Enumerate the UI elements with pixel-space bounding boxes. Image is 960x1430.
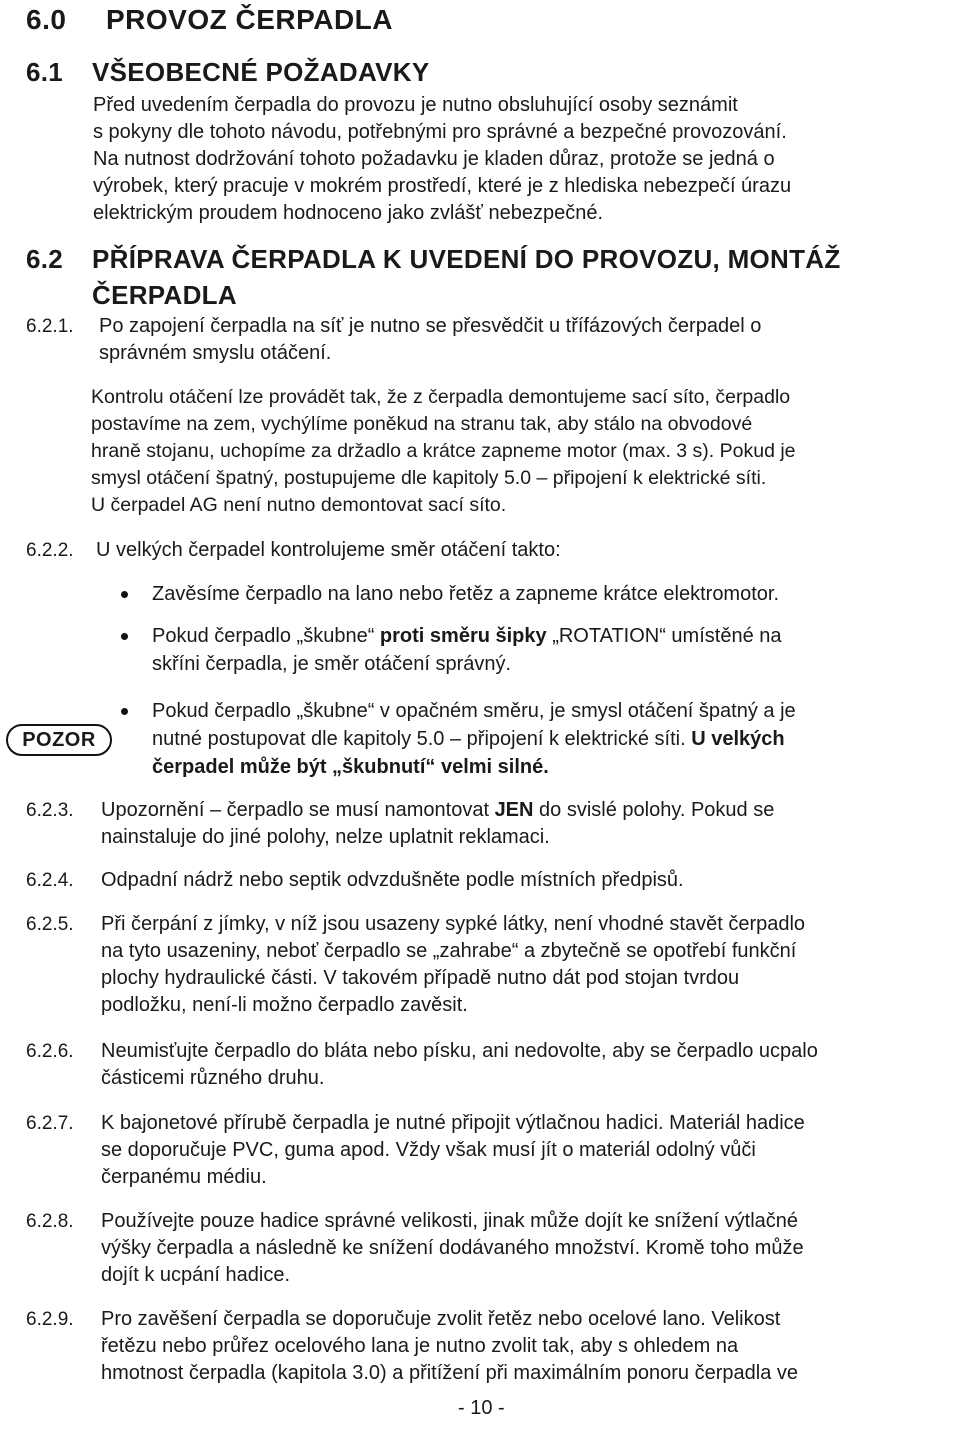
- text-line: se doporučuje PVC, guma apod. Vždy však musí jít o materiál odolný vůči: [101, 1139, 756, 1161]
- section-6-2-6-text: [101, 1038, 818, 1092]
- heading-6-2-number: 6.2: [26, 244, 64, 274]
- text-run-bold: U velkých: [691, 728, 785, 750]
- text-line: výrobek, který pracuje v mokrém prostředí, které je z hlediska nebezpečí úrazu: [93, 175, 792, 197]
- text-run: nutné postupovat dle kapitoly 5.0 – připojení k elektrické síti.: [152, 728, 692, 750]
- text-line: částicemi různého druhu.: [101, 1067, 325, 1089]
- section-6-2-1-text: [99, 313, 761, 367]
- section-6-2-8-number: 6.2.8.: [26, 1211, 74, 1232]
- section-6-2-4-text: [101, 867, 684, 894]
- text-run: „ROTATION“ umístěné na: [546, 625, 782, 647]
- bullet-dot: [121, 708, 128, 715]
- section-6-2-6-number: 6.2.6.: [26, 1041, 74, 1062]
- text-line: Před uvedením čerpadla do provozu je nutno obsluhující osoby seznámit: [93, 94, 738, 116]
- section-6-2-7-text: [101, 1110, 805, 1191]
- text-line: Po zapojení čerpadla na síť je nutno se přesvědčit u třífázových čerpadel o: [99, 315, 762, 337]
- section-6-2-3-line2: nainstaluje do jiné polohy, nelze uplatnit reklamaci.: [101, 826, 550, 848]
- text-run-bold: proti směru šipky: [379, 625, 547, 647]
- text-line: smysl otáčení špatný, postupujeme dle kapitoly 5.0 – připojení k elektrické síti.: [91, 467, 767, 489]
- text-line: podložku, není-li možno čerpadlo zavěsit.: [101, 994, 468, 1016]
- section-6-2-4-number: 6.2.4.: [26, 870, 74, 891]
- text-line: Pro zavěšení čerpadla se doporučuje zvolit řetěz nebo ocelové lano. Velikost: [101, 1308, 781, 1330]
- text-line: K bajonetové přírubě čerpadla je nutné připojit výtlačnou hadici. Materiál hadice: [101, 1112, 805, 1134]
- text-line: postavíme na zem, vychýlíme poněkud na stranu tak, aby stálo na obvodové: [91, 413, 753, 435]
- text-line: čerpanému médiu.: [101, 1166, 267, 1188]
- section-6-2-5-text: [101, 911, 805, 1019]
- section-6-2-2-text: U velkých čerpadel kontrolujeme směr otáčení takto:: [96, 539, 561, 561]
- page-number: - 10 -: [458, 1397, 505, 1419]
- paragraph-6-2-1-detail: [91, 384, 796, 519]
- text-line: Kontrolu otáčení lze provádět tak, že z čerpadla demontujeme sací síto, čerpadlo: [91, 386, 791, 408]
- section-6-2-7-number: 6.2.7.: [26, 1113, 74, 1134]
- text-line: na tyto usazeniny, neboť čerpadlo se „zahrabe“ a zbytečně se opotřebí funkční: [101, 940, 797, 962]
- text-line: Na nutnost dodržování tohoto požadavku je kladen důraz, protože se jedná o: [93, 148, 775, 170]
- section-6-2-3-number: 6.2.3.: [26, 800, 74, 821]
- bullet-dot: [121, 633, 128, 640]
- text-line: řetězu nebo průřez ocelového lana je nutno zvolit tak, aby s ohledem na: [101, 1335, 739, 1357]
- bullet-3-line3: [152, 754, 549, 781]
- text-line: výšky čerpadla a následně ke snížení dodávaného množství. Kromě toho může: [101, 1237, 804, 1259]
- bullet-3-line1: Pokud čerpadlo „škubne“ v opačném směru, je smysl otáčení špatný a je: [152, 700, 796, 722]
- text-run: do svislé polohy. Pokud se: [533, 799, 775, 821]
- paragraph-6-1: [93, 92, 791, 227]
- heading-6-1-title: VŠEOBECNÉ POŽADAVKY: [92, 57, 430, 87]
- bullet-dot: [121, 591, 128, 598]
- section-6-2-9-text: [101, 1306, 798, 1387]
- text-line: hmotnost čerpadla (kapitola 3.0) a přitížení při maximálním ponoru čerpadla ve: [101, 1362, 799, 1384]
- text-run-bold: čerpadel může být „škubnutí“ velmi silné.: [152, 756, 549, 778]
- section-6-2-5-number: 6.2.5.: [26, 914, 74, 935]
- heading-6-0-number: 6.0: [26, 4, 67, 35]
- heading-6-2-title-line1: PŘÍPRAVA ČERPADLA K UVEDENÍ DO PROVOZU, MONTÁŽ: [92, 244, 841, 274]
- heading-6-0-title: PROVOZ ČERPADLA: [106, 4, 393, 35]
- text-line: elektrickým proudem hodnoceno jako zvlášť nebezpečné.: [93, 202, 604, 224]
- bullet-3-line2: [152, 726, 785, 753]
- bullet-2-line2: skříni čerpadla, je směr otáčení správný.: [152, 653, 512, 675]
- section-6-2-1-number: 6.2.1.: [26, 316, 74, 337]
- text-line: hraně stojanu, uchopíme za držadlo a krátce zapneme motor (max. 3 s). Pokud je: [91, 440, 796, 462]
- bullet-2-line1: [152, 623, 782, 650]
- text-line: dojít k ucpání hadice.: [101, 1264, 291, 1286]
- text-run: Upozornění – čerpadlo se musí namontovat: [101, 799, 495, 821]
- text-line: správném smyslu otáčení.: [99, 342, 332, 364]
- text-line: Při čerpání z jímky, v níž jsou usazeny sypké látky, není vhodné stavět čerpadlo: [101, 913, 806, 935]
- section-6-2-3-line1: [101, 797, 774, 824]
- section-6-2-8-text: [101, 1208, 804, 1289]
- section-6-2-2-number: 6.2.2.: [26, 540, 74, 561]
- text-line: Neumisťujte čerpadlo do bláta nebo písku, ani nedovolte, aby se čerpadlo ucpalo: [101, 1040, 818, 1062]
- text-line: Používejte pouze hadice správné velikosti, jinak může dojít ke snížení výtlačné: [101, 1210, 799, 1232]
- section-6-2-9-number: 6.2.9.: [26, 1309, 74, 1330]
- text-line: U čerpadel AG není nutno demontovat sací síto.: [91, 494, 507, 516]
- text-run: Pokud čerpadlo „škubne“: [152, 625, 380, 647]
- pozor-warning-badge: POZOR: [6, 724, 112, 756]
- text-line: Odpadní nádrž nebo septik odvzdušněte podle místních předpisů.: [101, 869, 684, 891]
- bullet-1-text: Zavěsíme čerpadlo na lano nebo řetěz a zapneme krátce elektromotor.: [152, 583, 780, 605]
- heading-6-2-title-line2: ČERPADLA: [92, 280, 237, 310]
- text-line: plochy hydraulické části. V takovém případě nutno dát pod stojan tvrdou: [101, 967, 740, 989]
- text-run-bold: JEN: [494, 799, 534, 821]
- text-line: s pokyny dle tohoto návodu, potřebnými pro správné a bezpečné provozování.: [93, 121, 787, 143]
- heading-6-1-number: 6.1: [26, 57, 64, 87]
